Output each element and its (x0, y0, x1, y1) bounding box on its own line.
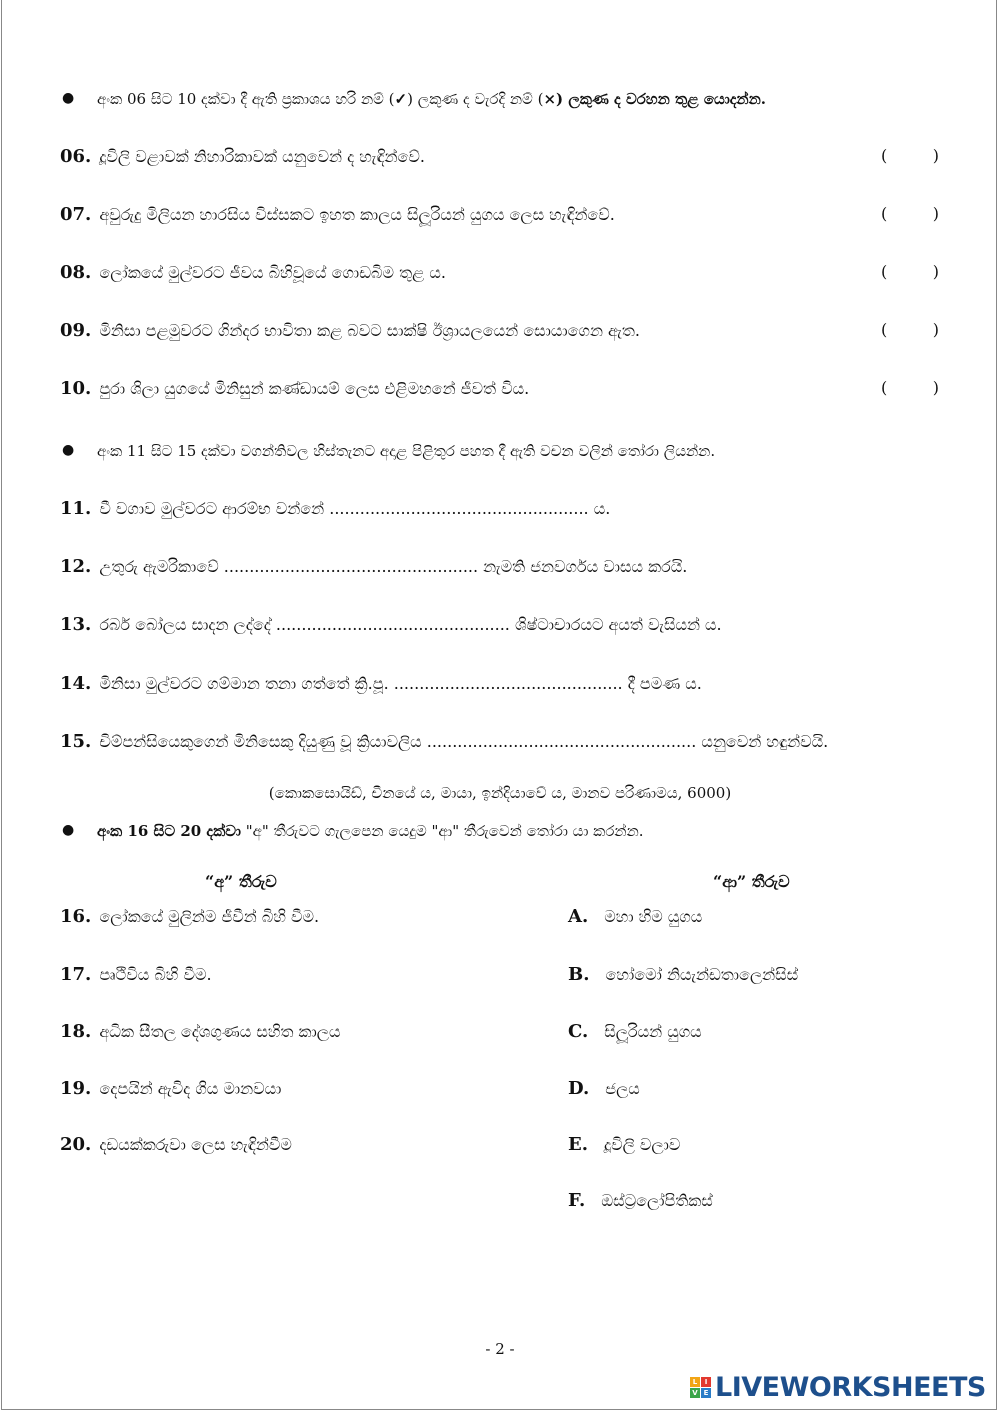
instruction-text: "අ" තීරුවට ගැලපෙන යෙදුම "ආ" තීරුවෙන් තෝරා යා කරන්න. (241, 822, 644, 840)
instruction-text: අංක 16 සිට 20 දක්වා (97, 822, 241, 840)
question-number: 14. (60, 673, 92, 694)
column-b-heading: “ආ” තීරුව (713, 872, 790, 891)
question-number: 08. (60, 262, 92, 283)
question-text: රබර් බෝලය සාදන ලද්දේ .............................................. ශිෂ්ටාචාරයට අයත් වැසියන් ය. (99, 615, 722, 634)
question-number: 06. (60, 146, 92, 167)
match-option-b[interactable] (568, 964, 798, 986)
liveworksheets-logo-icon (690, 1377, 711, 1398)
liveworksheets-brand (690, 1372, 986, 1403)
open-paren: ( (881, 320, 888, 339)
question-13[interactable] (60, 614, 722, 636)
question-text: අධික සීතල දේශගුණය සහිත කාලය (99, 1022, 341, 1041)
question-text: පුරා ශිලා යුගයේ මිනිසුන් කණ්ඩායම් ලෙස එළිමහනේ ජීවත් විය. (99, 379, 530, 398)
question-08 (60, 262, 446, 284)
match-item-16[interactable] (60, 906, 319, 928)
instruction-true-false (97, 88, 766, 110)
match-item-19[interactable] (60, 1078, 281, 1100)
open-paren: ( (881, 146, 888, 165)
match-item-17[interactable] (60, 964, 212, 986)
question-text: මිනිසා පළමුවරට ගින්දර භාවිතා කළ බවට සාක්ෂි ඊශ්‍රායලයෙන් සොයාගෙන ඇත. (99, 321, 641, 340)
logo-letter: I (701, 1377, 711, 1387)
option-text: ජලය (605, 1079, 640, 1098)
instruction-fill-blanks: අංක 11 සිට 15 දක්වා වගන්තිවල හිස්තැනට අදාළ පිළිතුර පහත දී ඇති වචන වලින් තෝරා ලියන්න. (97, 442, 716, 460)
option-letter: E. (568, 1134, 588, 1155)
match-option-d[interactable] (568, 1078, 640, 1100)
question-number: 16. (60, 906, 92, 927)
question-text: උතුරු ඇමරිකාවේ .................................................. නැමති ජනවර්ගය වාසය කරයි. (99, 557, 688, 576)
question-14[interactable] (60, 673, 702, 695)
question-text: මිනිසා මුල්වරට ගම්මාන තනා ගත්තේ ක්‍රි.පූ. ............................................. දී පමණ ය. (99, 674, 702, 693)
close-paren: ) (932, 146, 939, 165)
question-number: 07. (60, 204, 92, 225)
match-option-e[interactable] (568, 1134, 680, 1156)
option-letter: F. (568, 1190, 586, 1211)
open-paren: ( (881, 378, 888, 397)
question-text: ලෝකයේ මුල්වරට ජීවය බිහිවූයේ ගොඩබිම තුළ ය. (99, 263, 446, 282)
match-option-a[interactable] (568, 906, 702, 928)
question-11[interactable] (60, 498, 610, 520)
logo-letter: V (690, 1388, 700, 1398)
question-text: දෙපයින් ඇවිද ගිය මානවයා (99, 1079, 282, 1098)
option-text: දූවිලි වලාව (604, 1135, 681, 1154)
option-letter: D. (568, 1078, 590, 1099)
question-text: ලෝකයේ මුලින්ම ජීවීන් බිහි වීම. (99, 907, 320, 926)
logo-letter: E (701, 1388, 711, 1398)
question-text: චිම්පන්සියෙකුගෙන් මිනිසෙකු දියුණු වූ ක්‍රියාවලිය ..................................................... යනුවෙන් හඳුන්වයි. (99, 732, 829, 751)
option-text: ඔස්ට්‍රලෝපිතිකස් (601, 1191, 713, 1210)
open-paren: ( (881, 262, 888, 281)
column-a-heading: “අ” තීරුව (205, 872, 277, 891)
question-12[interactable] (60, 556, 687, 578)
instruction-text: ) ලකුණ ද වරහන තුළ යොදන්න. (556, 90, 767, 108)
bullet: ● (62, 822, 75, 838)
question-15[interactable] (60, 731, 828, 753)
close-paren: ) (932, 378, 939, 397)
answer-box-06[interactable] (881, 146, 939, 165)
answer-box-08[interactable] (881, 262, 939, 281)
answer-box-10[interactable] (881, 378, 939, 397)
question-number: 12. (60, 556, 92, 577)
question-number: 13. (60, 614, 92, 635)
open-paren: ( (881, 204, 888, 223)
close-paren: ) (932, 262, 939, 281)
question-text: පෘථිවිය බිහි වීම. (99, 965, 212, 984)
close-paren: ) (932, 320, 939, 339)
word-bank: (කොකසොයිඩ්, චීනයේ ය, මායා, ඉන්දියාවේ ය, මානව පරිණාමය, 6000) (268, 784, 732, 802)
question-07 (60, 204, 615, 226)
question-text: අවුරුදු මිලියන හාරසිය විස්සකට ඉහත කාලය සිලූරියන් යුගය ලෙස හැඳින්වේ. (99, 205, 615, 224)
question-number: 17. (60, 964, 92, 985)
question-number: 18. (60, 1021, 92, 1042)
answer-box-07[interactable] (881, 204, 939, 223)
question-10 (60, 378, 529, 400)
match-option-c[interactable] (568, 1021, 702, 1043)
instruction-matching (97, 820, 644, 842)
question-text: දඩයක්කරුවා ලෙස හැඳින්වීම (99, 1135, 292, 1154)
bullet: ● (62, 90, 75, 106)
match-option-f[interactable] (568, 1190, 713, 1212)
question-06 (60, 146, 425, 168)
page-number: - 2 - (485, 1340, 515, 1358)
tick-mark: ✓ (394, 90, 408, 108)
instruction-text: අංක 06 සිට 10 දක්වා දී ඇති ප්‍රකාශය හරි නම් ( (97, 90, 395, 108)
question-text: වී වගාව මුල්වරට ආරම්භ වන්නේ ................................................... ය. (99, 499, 611, 518)
close-paren: ) (932, 204, 939, 223)
bullet: ● (62, 442, 75, 458)
logo-letter: L (690, 1377, 700, 1387)
question-number: 09. (60, 320, 92, 341)
option-letter: B. (568, 964, 590, 985)
question-number: 20. (60, 1134, 92, 1155)
option-letter: C. (568, 1021, 589, 1042)
match-item-20[interactable] (60, 1134, 292, 1156)
option-text: සිලූරියන් යුගය (604, 1022, 702, 1041)
question-number: 15. (60, 731, 92, 752)
option-text: හෝමෝ නියැන්ඩතාලෙන්සිස් (605, 965, 799, 984)
cross-mark: × (543, 90, 557, 108)
option-letter: A. (568, 906, 589, 927)
instruction-text: ) ලකුණ ද වැරදි නම් ( (407, 90, 544, 108)
brand-name: LIVEWORKSHEETS (715, 1372, 986, 1403)
match-item-18[interactable] (60, 1021, 341, 1043)
question-number: 10. (60, 378, 92, 399)
question-09 (60, 320, 640, 342)
question-text: දූවිලි වළාවක් නිහාරිකාවක් යනුවෙන් ද හැඳින්වේ. (99, 147, 425, 166)
answer-box-09[interactable] (881, 320, 939, 339)
question-number: 19. (60, 1078, 92, 1099)
option-text: මහා හිම යුගය (604, 907, 703, 926)
question-number: 11. (60, 498, 92, 519)
